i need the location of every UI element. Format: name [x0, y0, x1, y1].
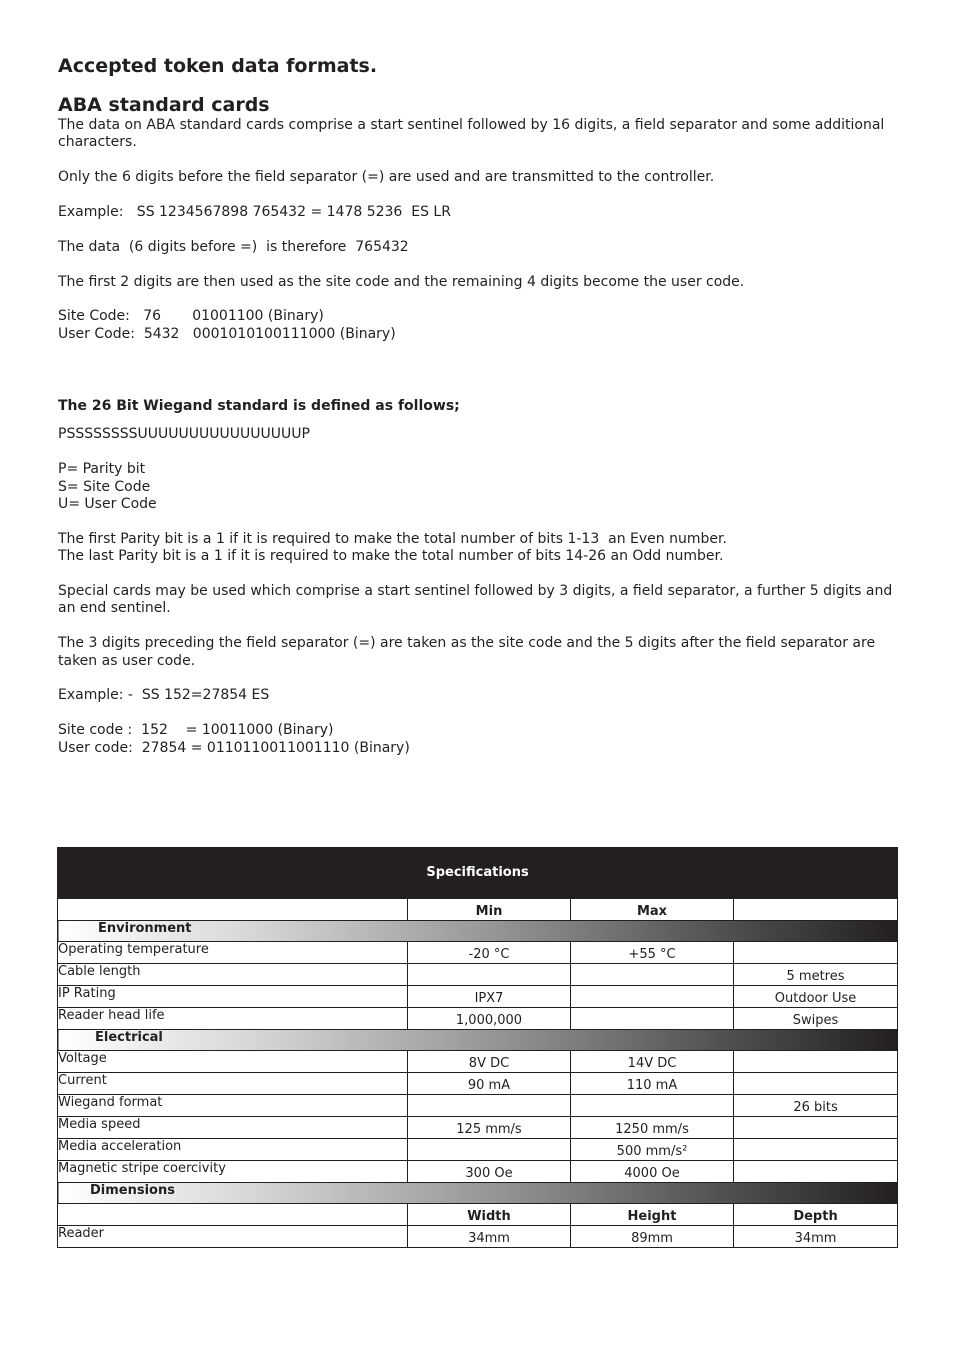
col-depth-header: Depth [734, 1204, 898, 1226]
table-row [58, 1117, 898, 1139]
wiegand-legend-s: S= Site Code [58, 478, 151, 495]
col-height-header: Height [571, 1204, 734, 1226]
row-max: 110 mA [571, 1073, 734, 1095]
electrical-rows [58, 1051, 898, 1183]
table-row [58, 1008, 898, 1030]
wiegand-legend-p: P= Parity bit [58, 461, 146, 478]
col-width-header: Width [408, 1204, 571, 1226]
row-label: Media speed [58, 1117, 408, 1139]
row-max: 14V DC [571, 1051, 734, 1073]
col-min-header: Min [408, 899, 571, 921]
aba-intro: The data on ABA standard cards comprise a start sentinel followed by 16 digits, a field separator and some additional characters. [58, 117, 889, 151]
row-label: IP Rating [58, 986, 408, 1008]
wiegand-special: Special cards may be used which comprise a start sentinel followed by 3 digits, a field separator, a further 5 digits and an end sentinel. [58, 583, 897, 617]
aba-split-line: The first 2 digits are then used as the site code and the remaining 4 digits become the user code. [58, 273, 745, 290]
row-note: 26 bits [734, 1095, 898, 1117]
section-dimensions [58, 1183, 898, 1204]
row-label: Voltage [58, 1051, 408, 1073]
table-row [58, 942, 898, 964]
wiegand-site-code: Site code : 152 = 10011000 (Binary) [58, 722, 334, 739]
wiegand-example: Example: - SS 152=27854 ES [58, 687, 270, 704]
specifications-table [57, 847, 898, 1248]
row-min: 8V DC [408, 1051, 571, 1073]
spec-header-row [58, 899, 898, 921]
environment-rows [58, 942, 898, 1030]
table-row [58, 1051, 898, 1073]
row-note [734, 1139, 898, 1161]
row-min: 125 mm/s [408, 1117, 571, 1139]
page-title: Accepted token data formats. [58, 55, 378, 77]
specifications-title: Specifications [58, 848, 898, 899]
aba-example: Example: SS 1234567898 765432 = 1478 5236 ES LR [58, 204, 451, 220]
row-label: Reader head life [58, 1008, 408, 1030]
row-max: 1250 mm/s [571, 1117, 734, 1139]
row-note [734, 1051, 898, 1073]
row-label: Media acceleration [58, 1139, 408, 1161]
aba-digits-used: Only the 6 digits before the field separator (=) are used and are transmitted to the controller. [58, 169, 715, 186]
row-note [734, 1073, 898, 1095]
row-label: Current [58, 1073, 408, 1095]
table-row [58, 1095, 898, 1117]
aba-site-code: Site Code: 76 01001100 (Binary) [58, 308, 324, 325]
wiegand-parity-first: The first Parity bit is a 1 if it is required to make the total number of bits 1-13 an Even number. [58, 530, 727, 547]
row-label: Operating temperature [58, 942, 408, 964]
row-max: 4000 Oe [571, 1161, 734, 1183]
row-min: 300 Oe [408, 1161, 571, 1183]
row-label: Magnetic stripe coercivity [58, 1161, 408, 1183]
row-label: Cable length [58, 964, 408, 986]
section-environment [58, 921, 898, 942]
row-max [571, 1008, 734, 1030]
row-depth: 34mm [734, 1226, 898, 1248]
section-label: Dimensions [90, 1183, 175, 1198]
row-min [408, 1139, 571, 1161]
aba-data-line: The data (6 digits before =) is therefore 765432 [58, 238, 409, 255]
row-min: -20 °C [408, 942, 571, 964]
aba-user-code: User Code: 5432 0001010100111000 (Binary) [58, 325, 396, 342]
wiegand-special-split: The 3 digits preceding the field separator (=) are taken as the site code and the 5 digits after the field separator are taken as user code. [58, 635, 880, 669]
row-label: Reader [58, 1226, 408, 1248]
row-width: 34mm [408, 1226, 571, 1248]
row-note: Swipes [734, 1008, 898, 1030]
row-max [571, 986, 734, 1008]
table-row [58, 1073, 898, 1095]
row-note [734, 1117, 898, 1139]
row-max: +55 °C [571, 942, 734, 964]
wiegand-pattern: PSSSSSSSSUUUUUUUUUUUUUUUUP [58, 426, 310, 443]
aba-section-title: ABA standard cards [58, 94, 270, 116]
section-label: Electrical [95, 1030, 163, 1045]
row-note: Outdoor Use [734, 986, 898, 1008]
table-row [58, 964, 898, 986]
row-max [571, 1095, 734, 1117]
table-row [58, 1161, 898, 1183]
wiegand-user-code: User code: 27854 = 0110110011001110 (Binary) [58, 739, 410, 756]
row-note [734, 942, 898, 964]
section-label: Environment [98, 921, 192, 936]
table-row [58, 1226, 898, 1248]
wiegand-title: The 26 Bit Wiegand standard is defined as follows; [58, 397, 460, 414]
row-note [734, 1161, 898, 1183]
wiegand-legend-u: U= User Code [58, 496, 157, 512]
row-min [408, 1095, 571, 1117]
section-electrical [58, 1030, 898, 1051]
row-label: Wiegand format [58, 1095, 408, 1117]
row-height: 89mm [571, 1226, 734, 1248]
table-row [58, 986, 898, 1008]
row-min [408, 964, 571, 986]
row-max [571, 964, 734, 986]
row-max: 500 mm/s² [571, 1139, 734, 1161]
table-row [58, 1139, 898, 1161]
row-note: 5 metres [734, 964, 898, 986]
document-body [58, 54, 898, 757]
dimensions-header-row [58, 1204, 898, 1226]
row-min: 90 mA [408, 1073, 571, 1095]
col-max-header: Max [571, 899, 734, 921]
row-min: IPX7 [408, 986, 571, 1008]
row-min: 1,000,000 [408, 1008, 571, 1030]
wiegand-parity-last: The last Parity bit is a 1 if it is required to make the total number of bits 14-26 an Odd number. [58, 548, 724, 565]
